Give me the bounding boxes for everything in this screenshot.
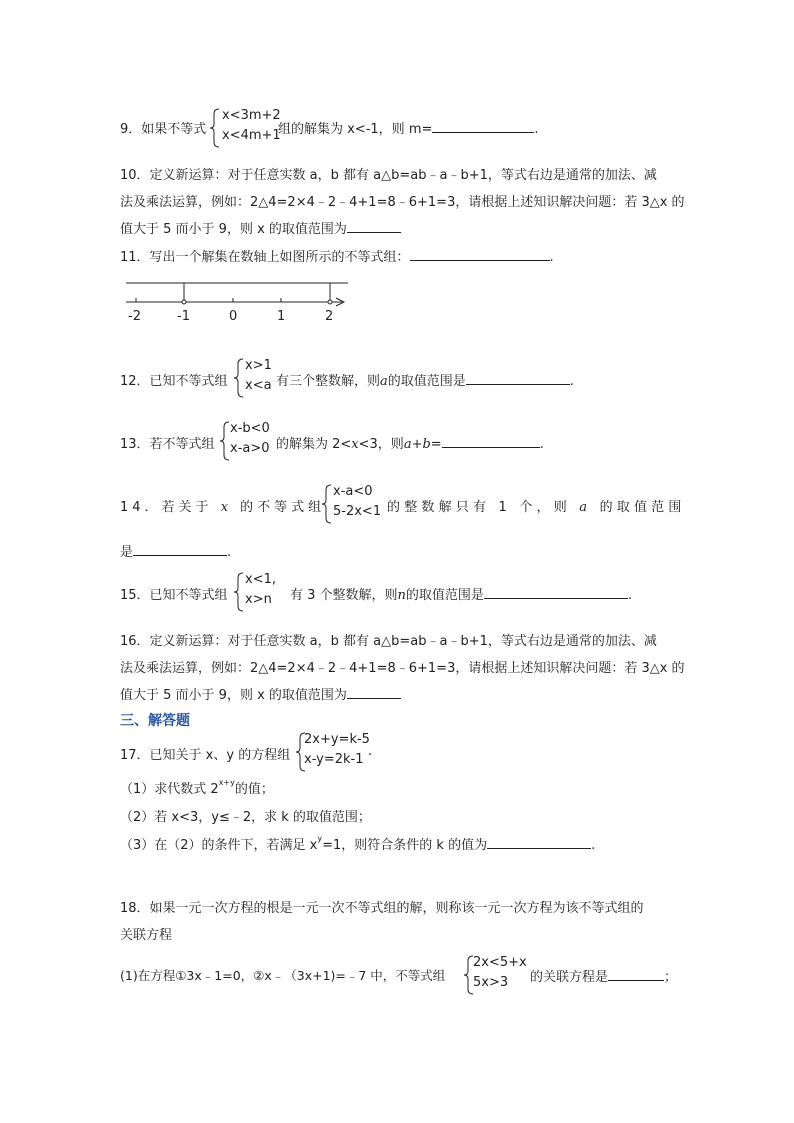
q17-prefix: 17．已知关于 x、y 的方程组 <box>120 748 291 763</box>
open-circle-minus-1 <box>182 300 186 304</box>
q12-answer-blank[interactable] <box>466 372 570 385</box>
q15-ineq-2: x>n <box>245 592 272 607</box>
q16-line-3-text: 值大于 5 而小于 9，则 x 的取值范围为 <box>120 688 347 703</box>
q18-part-1b: 的关联方程是 <box>530 970 609 985</box>
q9-answer-blank[interactable] <box>432 120 534 133</box>
q11-end: . <box>549 250 554 265</box>
q18-part-1a: (1)在方程①3x﹣1=0，②x﹣（3x+1)=﹣7 中，不等式组 <box>120 968 446 983</box>
q9-ineq-2: x<4m+1 <box>222 128 281 143</box>
tick-label-1: 1 <box>277 309 286 324</box>
q13-mid: 的解集为 2< <box>276 437 352 452</box>
q18-answer-blank[interactable] <box>608 968 664 981</box>
tick-label-minus-1: -1 <box>177 309 190 324</box>
q14-line-1a <box>120 496 325 515</box>
q12-brace <box>234 358 244 398</box>
q15-system <box>245 570 276 610</box>
q14-answer-blank[interactable] <box>133 543 227 556</box>
q10-answer-blank[interactable] <box>347 220 401 233</box>
q15-brace <box>234 572 244 612</box>
q18-part-1-end: ； <box>664 970 678 985</box>
q16-answer-blank[interactable] <box>347 686 401 699</box>
q12-mid: 有三个整数解，则 <box>276 374 381 389</box>
q17-part-3 <box>120 834 595 853</box>
q11-answer-blank[interactable] <box>410 248 550 261</box>
q9-end: . <box>534 122 539 137</box>
number-line-figure <box>118 268 358 328</box>
q14-brace <box>322 484 332 524</box>
q17-part-3b: =1，则符合条件的 k 的值为 <box>322 838 488 853</box>
q14-line-2 <box>120 541 231 560</box>
q18-line-2: 关联方程 <box>120 928 173 943</box>
section-heading: 三、解答题 <box>120 713 190 729</box>
q14-text-b: 的不等式组 <box>240 500 326 515</box>
q9-brace <box>210 108 220 148</box>
q17-part-1a: （1）求代数式 2 <box>120 782 219 797</box>
q16-line-1: 16．定义新运算：对于任意实数 a，b 都有 a△b=ab﹣a﹣b+1，等式右边是通常的加法、减 <box>120 634 657 649</box>
q14-text-c: 的整数解只有 1 个，则 <box>387 500 571 515</box>
q13-expr: a+b <box>403 437 431 452</box>
q15-end: . <box>627 588 633 603</box>
q17-end: . <box>368 744 373 759</box>
q13-ineq-2: x-a>0 <box>230 441 270 456</box>
q17-part-1-exponent: x+y <box>218 778 235 787</box>
q15-prefix: 15．已知不等式组 <box>120 588 228 603</box>
q17-eq-1: 2x+y=k-5 <box>304 732 370 747</box>
q13-var: x <box>351 437 359 452</box>
q12-suffix: 的取值范围是 <box>387 374 466 389</box>
q12-question <box>276 370 574 389</box>
tick-label-0: 0 <box>229 309 238 324</box>
q14-line-2-text: 是 <box>120 545 134 560</box>
q11-question <box>120 246 554 265</box>
q10-line-3 <box>120 218 401 237</box>
q14-ineq-2: 5-2x<1 <box>333 504 382 519</box>
q14-line-1b <box>387 496 686 515</box>
q17-part-3a: （3）在（2）的条件下，若满足 x <box>120 838 318 853</box>
q10-line-3-text: 值大于 5 而小于 9，则 x 的取值范围为 <box>120 222 347 237</box>
q18-ineq-2: 5x>3 <box>473 975 509 990</box>
q12-prefix: 12．已知不等式组 <box>120 374 228 389</box>
q13-prefix: 13．若不等式组 <box>120 437 215 452</box>
q15-answer-blank[interactable] <box>484 586 628 599</box>
q17-part-1 <box>120 778 274 797</box>
q13-suffix: = <box>430 437 442 452</box>
q12-var: a <box>380 374 388 389</box>
q14-var2: a <box>579 500 592 515</box>
q18-system <box>473 953 527 993</box>
q17-part-3-exponent: y <box>317 834 323 843</box>
q13-ineq-1: x-b<0 <box>230 421 270 436</box>
q14-text-a: 14．若关于 <box>120 500 213 515</box>
tick-label-2: 2 <box>325 309 334 324</box>
q13-mid2: <3，则 <box>358 437 404 452</box>
q18-line-1: 18．如果一元一次方程的根是一元一次不等式组的解，则称该一元一次方程为该不等式组的 <box>120 901 644 916</box>
q17-eq-2: x-y=2k-1 <box>304 752 364 767</box>
q15-ineq-1: x<1, <box>245 572 276 587</box>
q14-text-d: 的取值范围 <box>599 500 686 515</box>
q13-brace <box>220 421 230 461</box>
q15-question <box>290 584 632 603</box>
q17-part-2: （2）若 x<3，y≤﹣2，求 k 的取值范围； <box>120 810 371 825</box>
q13-end: . <box>539 437 544 452</box>
q14-end: . <box>227 545 232 560</box>
q14-system <box>333 482 381 522</box>
q18-ineq-1: 2x<5+x <box>473 955 527 970</box>
q10-line-2: 法及乘法运算，例如：2△4=2×4﹣2﹣4+1=8﹣6+1=3，请根据上述知识解决问题：若 3△x 的 <box>120 195 685 210</box>
q9-question <box>278 118 539 137</box>
q14-var: x <box>220 500 233 515</box>
tick-label-minus-2: -2 <box>128 309 141 324</box>
q15-var: n <box>397 588 406 603</box>
q13-question <box>276 433 544 452</box>
q11-text: 11．写出一个解集在数轴上如图所示的不等式组： <box>120 250 410 265</box>
q15-mid: 有 3 个整数解，则 <box>290 588 398 603</box>
q9-suffix: 组的解集为 x<-1，则 m= <box>278 122 433 137</box>
q15-suffix: 的取值范围是 <box>405 588 484 603</box>
q16-line-2: 法及乘法运算，例如：2△4=2×4﹣2﹣4+1=8﹣6+1=3，请根据上述知识解决问题：若 3△x 的 <box>120 661 685 676</box>
q12-ineq-1: x>1 <box>245 358 272 373</box>
q14-ineq-1: x-a<0 <box>333 484 373 499</box>
q13-answer-blank[interactable] <box>442 435 540 448</box>
q13-system <box>230 419 270 459</box>
q9-prefix: 9．如果不等式 <box>120 122 207 137</box>
q16-line-3 <box>120 684 401 703</box>
q17-answer-blank[interactable] <box>487 836 591 849</box>
q12-system <box>245 356 272 396</box>
q12-end: . <box>569 374 574 389</box>
q17-part-1b: 的值； <box>234 782 274 797</box>
q12-ineq-2: x<a <box>245 378 272 393</box>
q17-system <box>304 730 373 770</box>
q18-part-1-question <box>530 966 677 985</box>
q9-ineq-1: x<3m+2 <box>222 108 281 123</box>
q9-system <box>222 106 281 146</box>
open-circle-2 <box>328 300 332 304</box>
q10-line-1: 10．定义新运算：对于任意实数 a，b 都有 a△b=ab﹣a﹣b+1，等式右边是通常的加法、减 <box>120 168 657 183</box>
q17-part-3-end: . <box>591 838 596 853</box>
